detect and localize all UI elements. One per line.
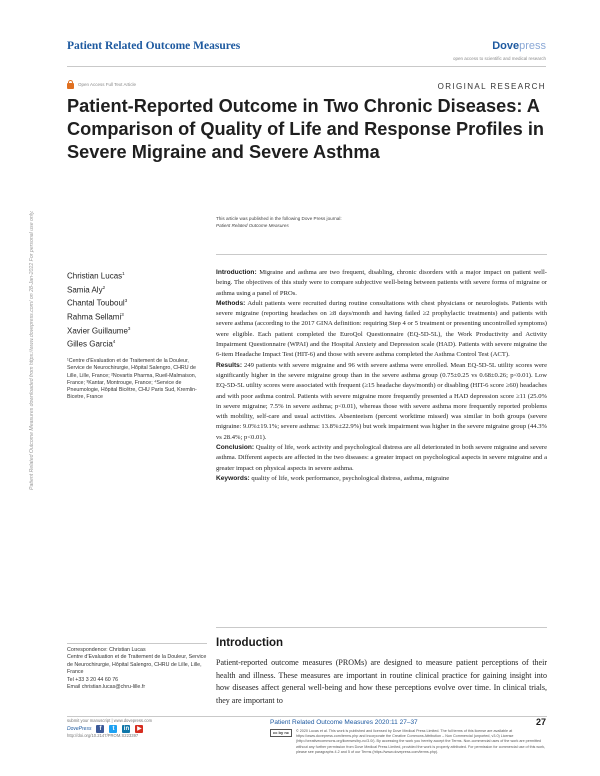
abstract-conclusion: Conclusion: Quality of life, work activity and psychological distress are all deteriorated in both severe migraine and severe asthma. Different aspects are affected in the two diseases: a greater impact on psychological aspects in severe migraine and a greater impact on physical aspects in severe asthma. — [216, 444, 547, 472]
license-text: © 2020 Lucas et al. This work is published and licensed by Dove Medical Press Limited. The full terms of this license are available at https://www.dovepress.com/terms.php and incorporate the Creative Commons Attribution – Non Commercial (unported, v3.0) License (http://creativecommons.org/licenses/by-nc/3.0/). By accessing the work you hereby accept the Terms. Non-commercial uses of the work are permitted without any further permission from Dove Medical Press Limited, provided the work is properly attributed. For permission for commercial use of this work, please see paragraphs 4.2 and 5 of our Terms (https://www.dovepress.com/terms.php). — [296, 729, 546, 754]
author[interactable]: Gilles Garcia$^4$ — [67, 339, 116, 349]
license-notice — [270, 729, 547, 755]
abstract — [216, 268, 547, 484]
twitter-icon[interactable]: t — [109, 725, 117, 733]
footer-divider — [67, 716, 547, 717]
introduction-body: Patient-reported outcome measures (PROMs) are designed to measure patient perceptions of their health and illness. These measures are important in routine clinical practice for gaining insight into how diseases affect general well-being and how these perceptions evolve over time. In clinical trials, they are important to — [216, 658, 547, 705]
publication-note-journal: Patient Related Outcome Measures — [216, 223, 289, 228]
open-access-label: Open Access Full Text Article — [78, 82, 136, 87]
publisher-tagline: open access to scientific and medical research — [452, 56, 546, 61]
correspondence-email[interactable]: Email christian.lucas@chru-lille.fr — [67, 684, 146, 691]
author[interactable]: Rahma Sellami$^3$ — [67, 311, 124, 322]
publisher-logo-strong: Dove — [492, 40, 520, 52]
affiliations: ¹Centre d’Evaluation et de Traitement de la Douleur, Service de Neurochirurgie, Hôpital Salengro, CHRU de Lille, Lille, France; ²Novartis Pharma, Rueil-Malmaison, France; ³Kantar, Montrouge, France; ⁴Service de Pneumologie, Hôpital Bicêtre, CHU Paris Sud, Kremlin-Bicetre, France — [67, 358, 197, 401]
correspondence-address: Centre d’Evaluation et de Traitement de la Douleur, Service de Neurochirurgie, Hôpital Salengro, CHRU de Lille, Lille, France — [67, 654, 207, 676]
correspondence-divider — [67, 643, 207, 644]
page-number: 27 — [535, 717, 546, 727]
abstract-results: Results: 249 patients with severe migraine and 96 with severe asthma were enrolled. Mean EQ-5D-5L utility scores were significantly higher in the severe migraine group than in the severe asthma group (0.75±0.25 vs 0.68±0.26; p<0.01). Low EQ-5D-5L utility scores were associated with frequent (≥15 headache days/month) or disabling (HIT-6 score ≥60) headaches and with poor asthma control. Patients with severe migraine more frequently presented a HAD depression score ≥11 (25.0% in severe migraine; 7.5% in severe asthma; p<0.01), whereas those with severe asthma more frequently reported problems with mobility, self-care and usual activities. Absenteeism (percent worktime missed) was similar in both groups (severe migraine: 9.0%±19.1%; severe asthma: 13.8%±22.9%) but work impairment was higher in the severe migraine group (44.3% vs 28.4%; p<0.01). — [216, 361, 547, 441]
publisher-logo[interactable] — [492, 40, 546, 52]
author[interactable]: Samia Aly$^2$ — [67, 284, 106, 295]
journal-name: Patient Related Outcome Measures — [67, 40, 241, 52]
abstract-keywords: Keywords: quality of life, work performance, psychological distress, asthma, migraine — [216, 474, 450, 482]
footer-left — [67, 718, 207, 739]
publisher-logo-light: press — [519, 40, 546, 52]
dovepress-label[interactable]: DovePress — [67, 726, 92, 732]
facebook-icon[interactable]: f — [96, 725, 104, 733]
submit-manuscript-link[interactable]: submit your manuscript | www.dovepress.com — [67, 718, 153, 723]
open-access-badge — [67, 80, 136, 89]
introduction-heading: Introduction — [216, 637, 284, 649]
social-links — [67, 725, 207, 733]
author[interactable]: Christian Lucas$^1$ — [67, 271, 125, 281]
correspondence-label: Correspondence: Christian Lucas — [67, 647, 146, 653]
abstract-methods: Methods: Adult patients were recruited during routine consultations with chest physicians or neurologists. Patients with severe migraine (reporting headaches on ≥8 days/month and having failed ≥2 prophylactic treatments) and patients with severe asthma (according to the 2017 GINA definition: requiring Step 4 or 5 treatment or presenting uncontrolled symptoms) were eligible. Each patient completed the EuroQol Questionnaire (EQ-5D-5L), the Work Productivity and Activity Impairment Questionnaire (WPAI) and the Hospital Anxiety and Depression scale (HAD). Patients with severe migraine the 6-item Headache Impact Test (HIT-6) and those with severe asthma completed the Asthma Control Test (ACT). — [216, 299, 547, 359]
header-divider — [67, 66, 546, 67]
creative-commons-icon[interactable]: cc by nc — [270, 729, 292, 737]
doi-link[interactable]: http://doi.org/10.2147/PROM.S223397 — [67, 733, 139, 738]
youtube-icon[interactable]: ▶ — [137, 726, 142, 732]
abstract-top-divider — [216, 254, 547, 255]
correspondence — [67, 647, 207, 691]
abstract-introduction: Introduction: Migraine and asthma are two frequent, disabling, chronic disorders with a major impact on patient well-being. The objectives of this study were to compare subjective well-being between patients with severe forms of migraine or asthma using a panel of PROs. — [216, 269, 547, 297]
author-list — [67, 268, 207, 350]
download-watermark: Patient Related Outcome Measures downloaded from https://www.dovepress.com/ on 28-Jan-2022 For personal use only. — [29, 210, 35, 490]
author[interactable]: Xavier Guillaume$^3$ — [67, 325, 131, 336]
article-title: Patient-Reported Outcome in Two Chronic Diseases: A Comparison of Quality of Life and Response Profiles in Severe Migraine and Severe Asthma — [67, 96, 544, 162]
publication-note-line: This article was published in the following Dove Press journal: — [216, 216, 342, 221]
author[interactable]: Chantal Touboul$^3$ — [67, 298, 128, 308]
article-type: ORIGINAL RESEARCH — [437, 82, 546, 91]
linkedin-icon[interactable]: in — [123, 726, 130, 732]
footer-citation: Patient Related Outcome Measures 2020:11 27–37 — [270, 719, 418, 726]
publication-note — [216, 215, 342, 229]
abstract-bottom-divider — [216, 627, 547, 628]
open-access-lock-icon — [67, 80, 74, 89]
correspondence-tel: Tel +33 3 20 44 60 76 — [67, 676, 119, 683]
